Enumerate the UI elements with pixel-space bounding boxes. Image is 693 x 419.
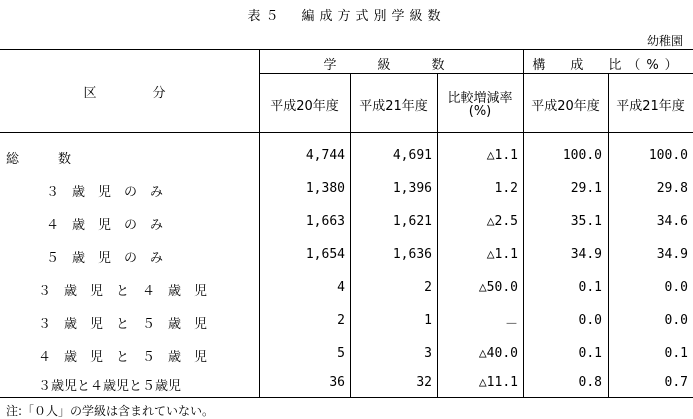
classes-group-header: 学 級 数 (323, 58, 459, 73)
cell-ratio-h21: 0.0 (664, 313, 688, 328)
cell-ratio-h20: 100.0 (562, 148, 602, 163)
row-label: ５ 歳 児 の み (46, 251, 164, 266)
cell-h20: 1,380 (305, 181, 345, 196)
cell-change: － (504, 317, 518, 332)
cell-change: △2.5 (486, 214, 518, 229)
column-header-h20: 平成20年度 (270, 99, 339, 114)
row-label: ４ 歳 児 と ５ 歳 児 (38, 350, 208, 365)
cell-h21: 3 (424, 346, 432, 361)
cell-ratio-h21: 34.6 (656, 214, 688, 229)
cell-change: △11.1 (478, 375, 518, 390)
row-label: ３ 歳 児 と ５ 歳 児 (38, 317, 208, 332)
cell-ratio-h20: 34.9 (570, 247, 602, 262)
row-label: ３ 歳 児 と ４ 歳 児 (38, 284, 208, 299)
row-label: ３歳児と４歳児と５歳児 (38, 379, 182, 394)
cell-h20: 1,663 (305, 214, 345, 229)
cell-change: △40.0 (478, 346, 518, 361)
cell-ratio-h20: 0.1 (578, 280, 602, 295)
table-bottom-rule (0, 397, 693, 398)
group-header-rule (259, 73, 693, 74)
cell-change: △1.1 (486, 247, 518, 262)
cell-h20: 36 (329, 375, 345, 390)
cell-h21: 1,621 (392, 214, 432, 229)
column-header-ratio-h21: 平成21年度 (616, 99, 685, 114)
cell-h21: 1 (424, 313, 432, 328)
cell-change: 1.2 (494, 181, 518, 196)
cell-h20: 1,654 (305, 247, 345, 262)
cell-h20: 5 (337, 346, 345, 361)
cell-ratio-h20: 29.1 (570, 181, 602, 196)
cell-ratio-h21: 29.8 (656, 181, 688, 196)
cell-h20: 2 (337, 313, 345, 328)
table-top-rule (0, 49, 693, 50)
cell-change: △1.1 (486, 148, 518, 163)
cell-ratio-h20: 0.1 (578, 346, 602, 361)
cell-h20: 4,744 (305, 148, 345, 163)
column-header-change: 比較増減率 (447, 91, 513, 106)
category-header: 区 分 (83, 86, 176, 101)
cell-ratio-h21: 100.0 (648, 148, 688, 163)
column-header-h21: 平成21年度 (359, 99, 428, 114)
cell-h21: 4,691 (392, 148, 432, 163)
row-label: ３ 歳 児 の み (46, 185, 164, 200)
table-title: 表５ 編成方式別学級数 (247, 9, 446, 24)
cell-ratio-h20: 35.1 (570, 214, 602, 229)
cell-ratio-h21: 0.0 (664, 280, 688, 295)
cell-ratio-h21: 0.7 (664, 375, 688, 390)
cell-h21: 1,636 (392, 247, 432, 262)
cell-h21: 32 (416, 375, 432, 390)
footnote: 注:「０人」の学級は含まれていない。 (6, 404, 215, 418)
cell-change: △50.0 (478, 280, 518, 295)
header-bottom-rule (0, 132, 693, 133)
row-label: ４ 歳 児 の み (46, 218, 164, 233)
cell-ratio-h21: 34.9 (656, 247, 688, 262)
column-header-change-unit: (%) (468, 104, 492, 119)
unit-label: 幼稚園 (646, 34, 683, 48)
cell-h21: 1,396 (392, 181, 432, 196)
column-header-ratio-h20: 平成20年度 (531, 99, 600, 114)
cell-h21: 2 (424, 280, 432, 295)
cell-h20: 4 (337, 280, 345, 295)
ratio-group-header: 構 成 比（%） (532, 58, 684, 73)
row-label-total: 総 数 (6, 152, 72, 167)
cell-ratio-h20: 0.0 (578, 313, 602, 328)
cell-ratio-h20: 0.8 (578, 375, 602, 390)
cell-ratio-h21: 0.1 (664, 346, 688, 361)
